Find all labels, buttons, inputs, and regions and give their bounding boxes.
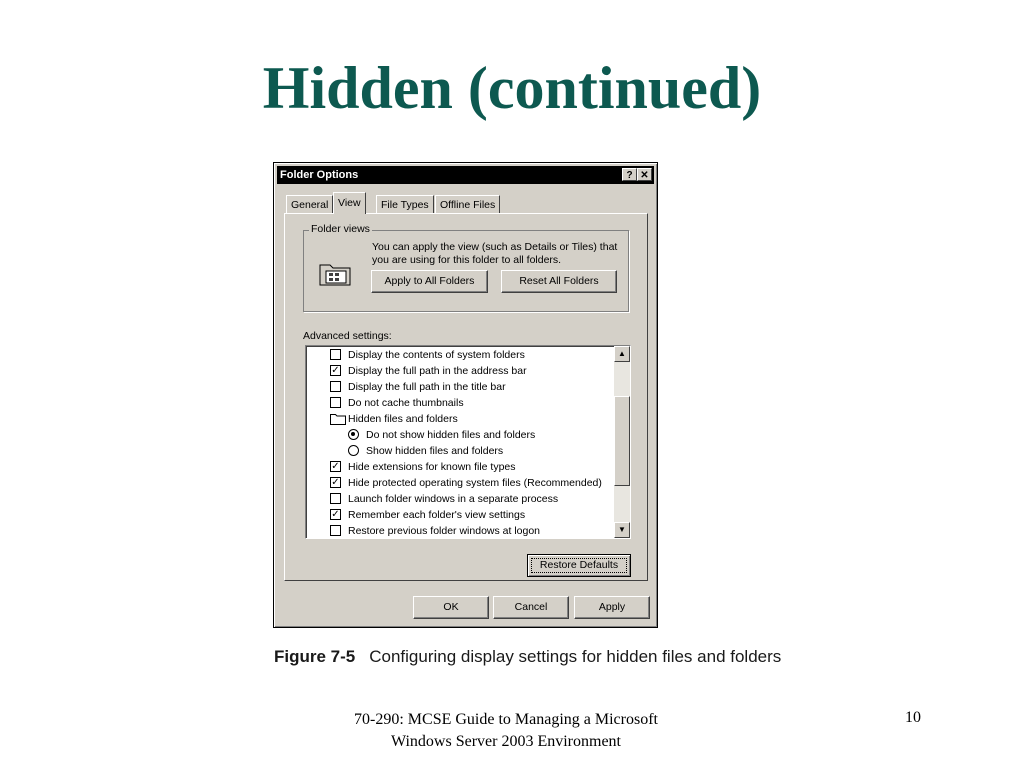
- page-number: 10: [905, 709, 921, 726]
- figure-label: Figure 7-5: [274, 647, 356, 666]
- footer-line-1: 70-290: MCSE Guide to Managing a Microsoft: [354, 711, 658, 728]
- list-item-label: Launch folder windows in a separate process: [348, 493, 559, 505]
- list-item-label: Display the full path in the title bar: [348, 381, 506, 393]
- figure-caption: [274, 647, 781, 667]
- slide-title: Hidden (continued): [262, 55, 762, 121]
- checkbox-icon[interactable]: [330, 493, 341, 504]
- checkbox-icon[interactable]: [330, 525, 341, 536]
- list-item-label: Do not show hidden files and folders: [366, 429, 536, 441]
- dialog-title: Folder Options: [280, 169, 359, 181]
- checkbox-checked-icon[interactable]: ✓: [331, 461, 340, 472]
- list-item-label: Hide extensions for known file types: [348, 461, 516, 473]
- checkbox-icon[interactable]: [330, 349, 341, 360]
- folder-views-icon: [318, 257, 352, 287]
- close-button[interactable]: ✕: [637, 168, 652, 181]
- folder-icon: [330, 413, 346, 425]
- reset-all-folders-button[interactable]: Reset All Folders: [501, 270, 617, 293]
- scroll-up-arrow-icon[interactable]: ▲: [614, 346, 630, 362]
- apply-button[interactable]: Apply: [574, 596, 650, 619]
- list-item-label: Display the full path in the address bar: [348, 365, 527, 377]
- list-item-label: Display the contents of system folders: [348, 349, 525, 361]
- footer-line-2: Windows Server 2003 Environment: [391, 733, 621, 750]
- apply-to-all-folders-button[interactable]: Apply to All Folders: [371, 270, 488, 293]
- checkbox-icon[interactable]: [330, 381, 341, 392]
- folder-options-dialog: [273, 162, 658, 628]
- list-item-label: Hide protected operating system files (Recommended): [348, 477, 602, 489]
- checkbox-checked-icon[interactable]: ✓: [331, 365, 340, 376]
- restore-defaults-button[interactable]: [527, 554, 631, 577]
- radio-icon[interactable]: [348, 445, 359, 456]
- tab-file-types[interactable]: File Types: [376, 195, 434, 213]
- cancel-button[interactable]: Cancel: [493, 596, 569, 619]
- advanced-settings-label: Advanced settings:: [303, 330, 392, 342]
- advanced-settings-list[interactable]: [305, 345, 631, 539]
- figure-caption-text: Configuring display settings for hidden files and folders: [369, 647, 782, 666]
- view-tab-panel: [284, 213, 648, 581]
- list-item-label: Hidden files and folders: [348, 413, 458, 425]
- list-scrollbar[interactable]: [614, 346, 630, 538]
- folder-views-group: [303, 223, 629, 312]
- radio-selected-icon[interactable]: [348, 429, 359, 440]
- focus-ring: [531, 558, 627, 573]
- list-item-label: Restore previous folder windows at logon: [348, 525, 541, 537]
- checkbox-icon[interactable]: [330, 397, 341, 408]
- folder-views-description: You can apply the view (such as Details or Tiles) that you are using for this folder to all folders.: [372, 241, 618, 266]
- list-item-label: Show hidden files and folders: [366, 445, 504, 457]
- scroll-thumb[interactable]: [614, 396, 630, 486]
- dialog-titlebar[interactable]: [277, 166, 654, 184]
- tab-general[interactable]: General: [286, 195, 333, 213]
- folder-views-label: Folder views: [311, 223, 370, 235]
- ok-button[interactable]: OK: [413, 596, 489, 619]
- checkbox-checked-icon[interactable]: ✓: [331, 477, 340, 488]
- tab-offline-files[interactable]: Offline Files: [435, 195, 500, 213]
- scroll-down-arrow-icon[interactable]: ▼: [614, 522, 630, 538]
- slide-footer: [300, 709, 712, 753]
- tab-view[interactable]: View: [333, 192, 366, 214]
- help-button[interactable]: ?: [622, 168, 637, 181]
- checkbox-checked-icon[interactable]: ✓: [331, 509, 340, 520]
- list-item-label: Do not cache thumbnails: [348, 397, 464, 409]
- restore-defaults-label: Restore Defaults: [539, 559, 619, 571]
- list-item-label: Remember each folder's view settings: [348, 509, 526, 521]
